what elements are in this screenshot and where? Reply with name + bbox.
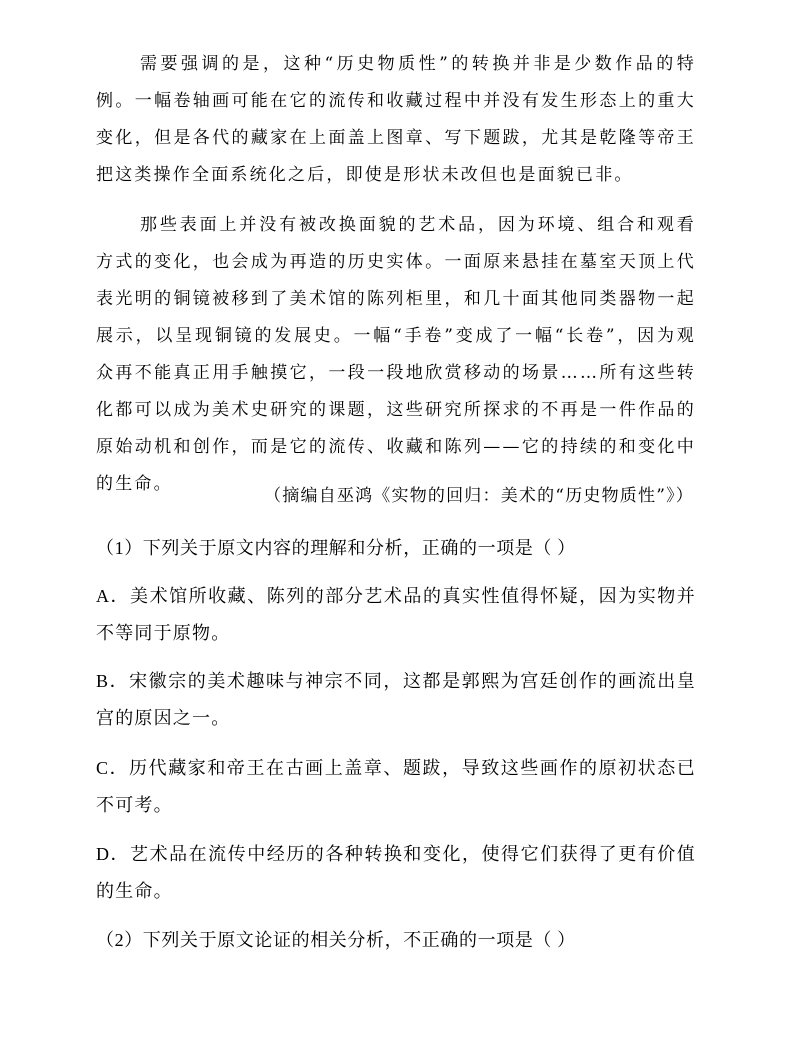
question-1-option-a: A．美术馆所收藏、陈列的部分艺术品的真实性值得怀疑，因为实物并不等同于原物。 [96,586,696,643]
question-1-option-c: C．历代藏家和帝王在古画上盖章、题跋，导致这些画作的原初状态已不可考。 [96,758,696,815]
question-1-option-d: D．艺术品在流传中经历的各种转换和变化，使得它们获得了更有价值的生命。 [96,844,696,901]
question-1-option-b: B．宋徽宗的美术趣味与神宗不同，这都是郭熙为宫廷创作的画流出皇宫的原因之一。 [96,671,696,728]
question-1-stem: （1）下列关于原文内容的理解和分析，正确的一项是（ ） [96,538,576,558]
passage-paragraph-2: 那些表面上并没有被改换面貌的艺术品，因为环境、组合和观看方式的变化，也会成为再造的历史实体。一面原来悬挂在墓室天顶上代表光明的铜镜被移到了美术馆的陈列柜里，和几十面其他同类器物一起展示，以呈现铜镜的发展史。一幅“手卷”变成了一幅“长卷”，因为观众再不能真正用手触摸它，一段一段地欣赏移动的场景……所有这些转化都可以成为美术史研究的课题，这些研究所探求的不再是一件作品的原始动机和创作，而是它的流传、收藏和陈列——它的持续的和变化中的生命。 [96,215,696,494]
question-2-stem: （2）下列关于原文论证的相关分析，不正确的一项是（ ） [96,930,576,950]
passage-source-citation: （摘编自巫鸿《实物的回归：美术的“历史物质性”》） [264,486,694,506]
passage-paragraph-1: 需要强调的是，这种“历史物质性”的转换并非是少数作品的特例。一幅卷轴画可能在它的流传和收藏过程中并没有发生形态上的重大变化，但是各代的藏家在上面盖上图章、写下题跋，尤其是乾隆等帝王把这类操作全面系统化之后，即使是形状未改但也是面貌已非。 [96,54,696,185]
